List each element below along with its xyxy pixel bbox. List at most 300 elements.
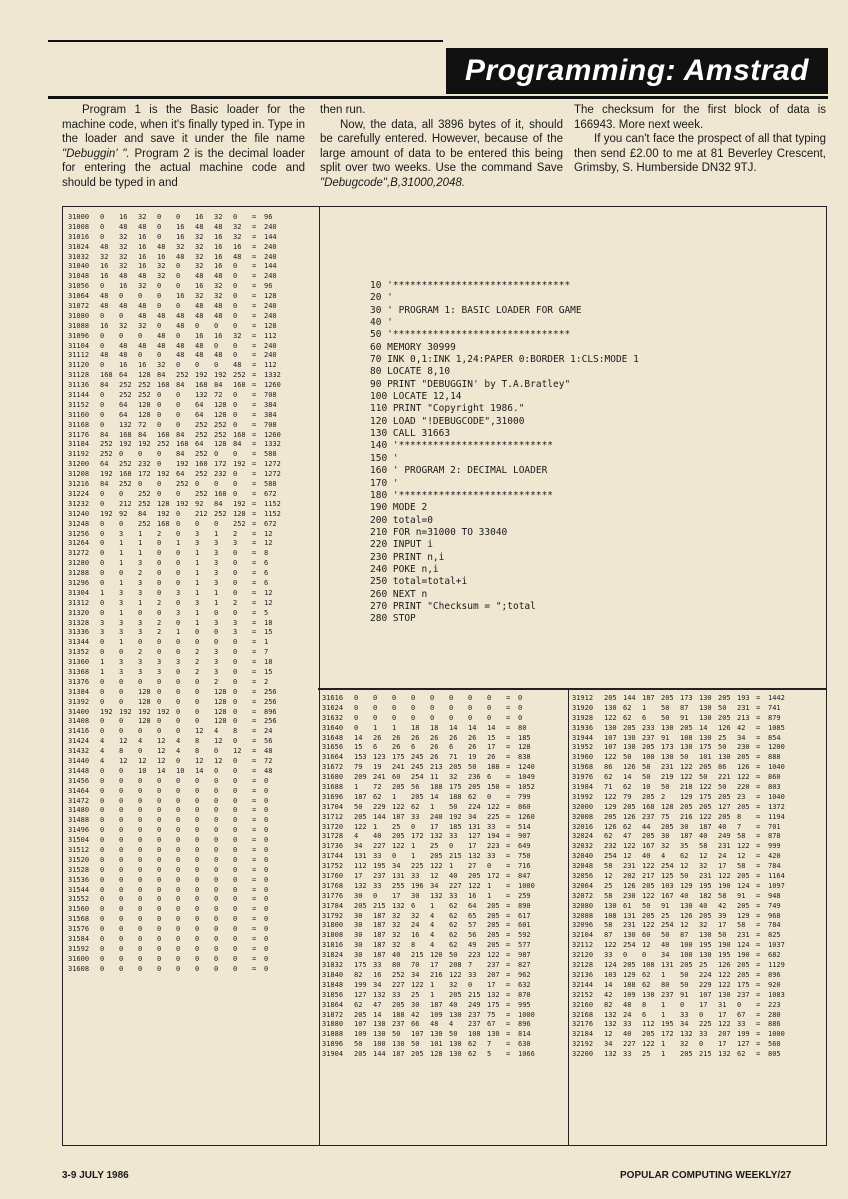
byte-value: 0 — [214, 915, 219, 924]
byte-value: 14 — [373, 1010, 382, 1019]
equals-sign: = — [506, 1000, 511, 1009]
byte-value: 168 — [157, 381, 170, 390]
byte-value: 4 — [430, 911, 435, 920]
row-checksum: 1332 — [264, 440, 281, 449]
byte-value: 131 — [623, 911, 636, 920]
equals-sign: = — [506, 1030, 511, 1039]
byte-value: 132 — [604, 1020, 617, 1029]
byte-value: 1 — [661, 1040, 666, 1049]
data-row — [572, 991, 796, 1001]
byte-value: 1 — [195, 549, 200, 558]
byte-value: 48 — [623, 1000, 632, 1009]
byte-value: 17 — [487, 743, 496, 752]
row-address: 31944 — [572, 733, 594, 742]
byte-value: 48 — [176, 252, 185, 261]
byte-value: 0 — [354, 713, 359, 722]
byte-value: 1 — [430, 990, 435, 999]
byte-value: 16 — [100, 272, 109, 281]
byte-value: 0 — [119, 925, 124, 934]
header-top-rule — [48, 40, 443, 42]
byte-value: 0 — [119, 806, 124, 815]
byte-value: 48 — [157, 331, 166, 340]
data-row — [68, 401, 292, 411]
byte-value: 187 — [680, 832, 693, 841]
byte-value: 1 — [138, 549, 143, 558]
byte-value: 205 — [718, 812, 731, 821]
row-address: 31168 — [68, 420, 90, 429]
byte-value: 0 — [176, 549, 181, 558]
data-row — [68, 747, 292, 757]
byte-value: 26 — [430, 753, 439, 762]
row-checksum: 128 — [264, 321, 277, 330]
byte-value: 0 — [195, 717, 200, 726]
intro-col2-save: "Debugcode",B,31000,2048. — [320, 176, 466, 189]
byte-value: 34 — [392, 862, 401, 871]
byte-value: 66 — [411, 1020, 420, 1029]
byte-value: 50 — [661, 931, 670, 940]
row-address: 31648 — [322, 733, 344, 742]
byte-value: 0 — [176, 707, 181, 716]
byte-value: 0 — [195, 361, 200, 370]
byte-value: 0 — [157, 282, 162, 291]
byte-value: 0 — [119, 677, 124, 686]
byte-value: 0 — [487, 862, 492, 871]
byte-value: 0 — [100, 529, 105, 538]
byte-value: 32 — [449, 773, 458, 782]
row-address: 32024 — [572, 832, 594, 841]
byte-value: 0 — [176, 361, 181, 370]
byte-value: 34 — [430, 881, 439, 890]
data-row — [572, 773, 796, 783]
basic-line: 200 total=0 — [370, 514, 433, 526]
row-address: 31440 — [68, 756, 90, 765]
byte-value: 0 — [138, 786, 143, 795]
byte-value: 122 — [487, 951, 500, 960]
byte-value: 62 — [642, 980, 651, 989]
byte-value: 3 — [214, 648, 219, 657]
byte-value: 0 — [119, 935, 124, 944]
equals-sign: = — [506, 1040, 511, 1049]
byte-value: 1 — [354, 783, 359, 792]
row-checksum: 838 — [518, 753, 531, 762]
byte-value: 84 — [214, 499, 223, 508]
row-address: 31064 — [68, 292, 90, 301]
byte-value: 1 — [138, 529, 143, 538]
byte-value: 17 — [487, 980, 496, 989]
equals-sign: = — [252, 549, 257, 558]
byte-value: 0 — [233, 262, 238, 271]
byte-value: 130 — [392, 1040, 405, 1049]
byte-value: 62 — [468, 1050, 477, 1059]
byte-value: 32 — [411, 911, 420, 920]
data-row — [322, 951, 546, 961]
equals-sign: = — [756, 852, 761, 861]
data-row — [68, 381, 292, 391]
byte-value: 0 — [157, 915, 162, 924]
equals-sign: = — [252, 420, 257, 429]
byte-value: 0 — [214, 846, 219, 854]
byte-value: 3 — [214, 658, 219, 667]
row-checksum: 0 — [264, 846, 269, 854]
row-checksum: 2 — [264, 677, 269, 686]
equals-sign: = — [756, 970, 761, 979]
byte-value: 2 — [157, 598, 162, 607]
byte-value: 0 — [354, 723, 359, 732]
row-checksum: 632 — [518, 980, 531, 989]
footer-date: 3-9 JULY 1986 — [62, 1170, 129, 1181]
row-checksum: 15 — [264, 628, 273, 637]
byte-value: 0 — [100, 717, 105, 726]
equals-sign: = — [252, 539, 257, 548]
equals-sign: = — [252, 885, 257, 894]
equals-sign: = — [756, 951, 761, 960]
byte-value: 0 — [157, 549, 162, 558]
byte-value: 122 — [680, 773, 693, 782]
byte-value: 205 — [468, 783, 481, 792]
row-checksum: 280 — [768, 1010, 781, 1019]
data-row — [68, 233, 292, 243]
byte-value: 4 — [100, 756, 105, 765]
row-address: 32176 — [572, 1020, 594, 1029]
byte-value: 129 — [680, 881, 693, 890]
byte-value: 231 — [737, 931, 750, 940]
equals-sign: = — [756, 980, 761, 989]
row-address: 31472 — [68, 796, 90, 805]
byte-value: 0 — [233, 687, 238, 696]
basic-line: 170 ' — [370, 477, 399, 489]
byte-value: 0 — [233, 855, 238, 864]
data-row — [572, 921, 796, 931]
byte-value: 212 — [195, 509, 208, 518]
byte-value: 16 — [119, 213, 128, 221]
equals-sign: = — [756, 723, 761, 732]
byte-value: 205 — [392, 1000, 405, 1009]
byte-value: 0 — [100, 954, 105, 963]
byte-value: 42 — [411, 1010, 420, 1019]
byte-value: 12 — [430, 872, 439, 881]
byte-value: 72 — [373, 783, 382, 792]
byte-value: 3 — [157, 667, 162, 676]
row-checksum: 854 — [768, 733, 781, 742]
byte-value: 6 — [411, 743, 416, 752]
row-address: 31712 — [322, 812, 344, 821]
byte-value: 0 — [100, 875, 105, 884]
byte-value: 16 — [214, 252, 223, 261]
byte-value: 0 — [195, 895, 200, 904]
equals-sign: = — [252, 262, 257, 271]
byte-value: 84 — [214, 381, 223, 390]
byte-value: 0 — [214, 954, 219, 963]
row-address: 31888 — [322, 1030, 344, 1039]
byte-value: 0 — [157, 321, 162, 330]
byte-value: 0 — [138, 865, 143, 874]
byte-value: 175 — [487, 1000, 500, 1009]
byte-value: 40 — [718, 822, 727, 831]
equals-sign: = — [756, 822, 761, 831]
byte-value: 190 — [737, 951, 750, 960]
byte-value: 16 — [157, 252, 166, 261]
row-checksum: 1372 — [768, 802, 785, 811]
byte-value: 12 — [195, 756, 204, 765]
data-row — [68, 569, 292, 579]
byte-value: 8 — [195, 747, 200, 756]
byte-value: 205 — [604, 694, 617, 702]
byte-value: 249 — [468, 1000, 481, 1009]
byte-value: 0 — [157, 302, 162, 311]
row-address: 31208 — [68, 470, 90, 479]
byte-value: 4 — [430, 941, 435, 950]
row-address: 31000 — [68, 213, 90, 221]
byte-value: 130 — [661, 753, 674, 762]
byte-value: 34 — [468, 812, 477, 821]
byte-value: 205 — [642, 911, 655, 920]
data-row — [68, 658, 292, 668]
row-checksum: 0 — [264, 796, 269, 805]
row-address: 31576 — [68, 925, 90, 934]
byte-value: 0 — [100, 578, 105, 587]
byte-value: 237 — [737, 990, 750, 999]
byte-value: 57 — [468, 921, 477, 930]
byte-value: 0 — [214, 321, 219, 330]
byte-value: 62 — [623, 822, 632, 831]
byte-value: 33 — [449, 832, 458, 841]
equals-sign: = — [506, 783, 511, 792]
footer-publication: POPULAR COMPUTING WEEKLY/27 — [620, 1170, 792, 1181]
byte-value: 122 — [718, 970, 731, 979]
byte-value: 112 — [354, 862, 367, 871]
byte-value: 1 — [119, 578, 124, 587]
byte-value: 0 — [138, 450, 143, 459]
row-address: 31264 — [68, 539, 90, 548]
byte-value: 3 — [214, 549, 219, 558]
byte-value: 122 — [354, 822, 367, 831]
byte-value: 0 — [138, 608, 143, 617]
byte-value: 58 — [718, 891, 727, 900]
byte-value: 3 — [214, 559, 219, 568]
byte-value: 215 — [411, 951, 424, 960]
data-row — [68, 935, 292, 945]
byte-value: 0 — [176, 598, 181, 607]
byte-value: 101 — [699, 753, 712, 762]
byte-value: 14 — [430, 792, 439, 801]
byte-value: 2 — [661, 792, 666, 801]
data-row — [68, 302, 292, 312]
byte-value: 0 — [195, 885, 200, 894]
byte-value: 132 — [373, 990, 386, 999]
byte-value: 0 — [233, 321, 238, 330]
row-checksum: 18 — [264, 658, 273, 667]
byte-value: 252 — [176, 371, 189, 380]
byte-value: 0 — [100, 232, 105, 241]
row-checksum: 256 — [264, 717, 277, 726]
byte-value: 6 — [487, 773, 492, 782]
data-row — [68, 213, 292, 223]
row-checksum: 6 — [264, 569, 269, 578]
equals-sign: = — [756, 832, 761, 841]
row-address: 31856 — [322, 990, 344, 999]
equals-sign: = — [756, 872, 761, 881]
equals-sign: = — [506, 1020, 511, 1029]
data-row — [68, 322, 292, 332]
byte-value: 3 — [138, 658, 143, 667]
byte-value: 100 — [642, 753, 655, 762]
byte-value: 103 — [661, 881, 674, 890]
data-row — [68, 371, 292, 381]
equals-sign: = — [506, 852, 511, 861]
row-address: 31640 — [322, 723, 344, 732]
byte-value: 64 — [468, 901, 477, 910]
byte-value: 50 — [468, 763, 477, 772]
equals-sign: = — [252, 766, 257, 775]
byte-value: 130 — [449, 1010, 462, 1019]
byte-value: 32 — [195, 292, 204, 301]
byte-value: 50 — [718, 931, 727, 940]
byte-value: 0 — [119, 885, 124, 894]
byte-value: 0 — [119, 816, 124, 825]
byte-value: 205 — [737, 901, 750, 910]
byte-value: 252 — [214, 430, 227, 439]
byte-value: 218 — [680, 783, 693, 792]
byte-value: 72 — [138, 420, 147, 429]
row-address: 31624 — [322, 703, 344, 712]
row-address: 31464 — [68, 786, 90, 795]
byte-value: 12 — [214, 737, 223, 746]
equals-sign: = — [756, 792, 761, 801]
data-row — [322, 862, 546, 872]
byte-value: 0 — [233, 549, 238, 558]
byte-value: 1 — [195, 618, 200, 627]
data-row — [572, 793, 796, 803]
row-address: 31240 — [68, 509, 90, 518]
byte-value: 108 — [680, 733, 693, 742]
data-row — [68, 668, 292, 678]
byte-value: 33 — [373, 961, 382, 970]
byte-value: 188 — [449, 792, 462, 801]
byte-value: 192 — [138, 707, 151, 716]
data-table-left — [68, 213, 292, 975]
byte-value: 0 — [157, 489, 162, 498]
byte-value: 1 — [661, 1010, 666, 1019]
byte-value: 32 — [699, 921, 708, 930]
byte-value: 0 — [138, 915, 143, 924]
byte-value: 128 — [138, 400, 151, 409]
byte-value: 50 — [680, 753, 689, 762]
byte-value: 130 — [623, 733, 636, 742]
equals-sign: = — [252, 658, 257, 667]
row-address: 31184 — [68, 440, 90, 449]
byte-value: 192 — [195, 371, 208, 380]
row-address: 31744 — [322, 852, 344, 861]
byte-value: 75 — [487, 1010, 496, 1019]
data-row — [322, 902, 546, 912]
byte-value: 60 — [392, 773, 401, 782]
byte-value: 132 — [354, 881, 367, 890]
byte-value: 0 — [233, 213, 238, 221]
byte-value: 224 — [468, 802, 481, 811]
byte-value: 0 — [157, 420, 162, 429]
byte-value: 205 — [680, 723, 693, 732]
byte-value: 3 — [233, 628, 238, 637]
byte-value: 34 — [737, 733, 746, 742]
byte-value: 0 — [176, 667, 181, 676]
byte-value: 252 — [233, 519, 246, 528]
byte-value: 0 — [233, 796, 238, 805]
data-row — [572, 694, 796, 704]
data-row — [322, 734, 546, 744]
byte-value: 175 — [699, 743, 712, 752]
byte-value: 0 — [138, 806, 143, 815]
byte-value: 1 — [661, 1050, 666, 1059]
row-checksum: 15 — [264, 667, 273, 676]
data-row — [322, 912, 546, 922]
data-row — [68, 737, 292, 747]
byte-value: 0 — [233, 806, 238, 815]
byte-value: 87 — [604, 931, 613, 940]
row-checksum: 1164 — [768, 872, 785, 881]
byte-value: 0 — [176, 905, 181, 914]
byte-value: 62 — [680, 852, 689, 861]
data-row — [68, 530, 292, 540]
byte-value: 0 — [195, 865, 200, 874]
byte-value: 187 — [392, 812, 405, 821]
row-address: 31696 — [322, 792, 344, 801]
byte-value: 0 — [195, 836, 200, 845]
byte-value: 0 — [176, 776, 181, 785]
byte-value: 3 — [138, 578, 143, 587]
byte-value: 0 — [233, 569, 238, 578]
data-row — [322, 753, 546, 763]
row-address: 31376 — [68, 677, 90, 686]
byte-value: 18 — [411, 723, 420, 732]
byte-value: 0 — [737, 1000, 742, 1009]
byte-value: 3 — [195, 539, 200, 548]
data-row — [68, 826, 292, 836]
byte-value: 3 — [119, 618, 124, 627]
byte-value: 236 — [468, 773, 481, 782]
byte-value: 30 — [354, 891, 363, 900]
byte-value: 230 — [623, 891, 636, 900]
row-address: 31048 — [68, 272, 90, 281]
byte-value: 0 — [176, 638, 181, 647]
byte-value: 0 — [195, 697, 200, 706]
byte-value: 0 — [468, 980, 473, 989]
row-checksum: 995 — [518, 1000, 531, 1009]
row-address: 31800 — [322, 921, 344, 930]
row-checksum: 48 — [264, 766, 273, 775]
row-checksum: 886 — [768, 1020, 781, 1029]
byte-value: 0 — [195, 935, 200, 944]
byte-value: 0 — [157, 935, 162, 944]
byte-value: 75 — [661, 812, 670, 821]
byte-value: 0 — [157, 648, 162, 657]
byte-value: 0 — [100, 865, 105, 874]
byte-value: 33 — [699, 1030, 708, 1039]
byte-value: 190 — [718, 941, 731, 950]
byte-value: 0 — [119, 846, 124, 854]
row-address: 31344 — [68, 638, 90, 647]
basic-line: 120 LOAD "!DEBUGCODE",31000 — [370, 415, 525, 427]
row-address: 31176 — [68, 430, 90, 439]
byte-value: 0 — [157, 806, 162, 815]
byte-value: 0 — [176, 569, 181, 578]
byte-value: 0 — [119, 569, 124, 578]
equals-sign: = — [252, 351, 257, 360]
byte-value: 0 — [392, 713, 397, 722]
byte-value: 205 — [642, 1030, 655, 1039]
row-address: 31680 — [322, 773, 344, 782]
byte-value: 215 — [699, 1050, 712, 1059]
byte-value: 0 — [176, 944, 181, 953]
